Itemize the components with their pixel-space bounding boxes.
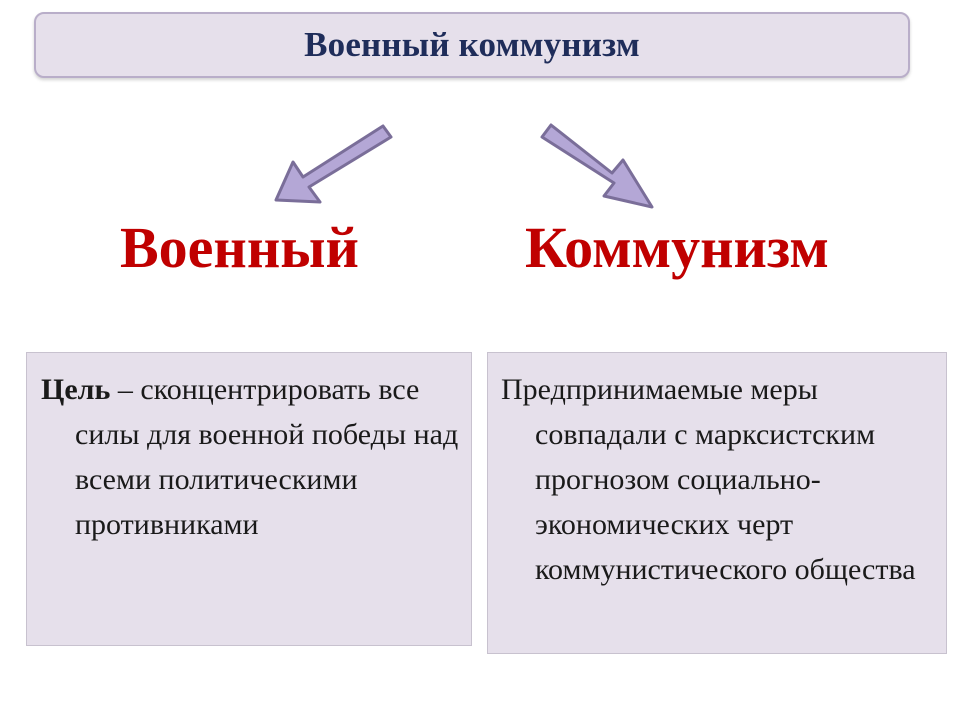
measures-box [487,352,947,654]
goal-term: Цель [41,373,111,406]
slide-title: Военный коммунизм [304,25,640,64]
heading-military: Военный [120,215,359,280]
goal-text: – сконцентрировать все силы для военной победы над всеми политическими противниками [75,373,459,541]
heading-communism: Коммунизм [525,215,829,280]
goal-box [26,352,472,646]
title-banner [34,12,910,78]
right-arrow-icon [542,125,652,207]
measures-paragraph: Предпринимаемые меры совпадали с марксистским прогнозом социально-экономических черт коммунистического общества [501,373,916,586]
goal-paragraph [41,367,459,547]
left-arrow-icon [276,126,391,202]
